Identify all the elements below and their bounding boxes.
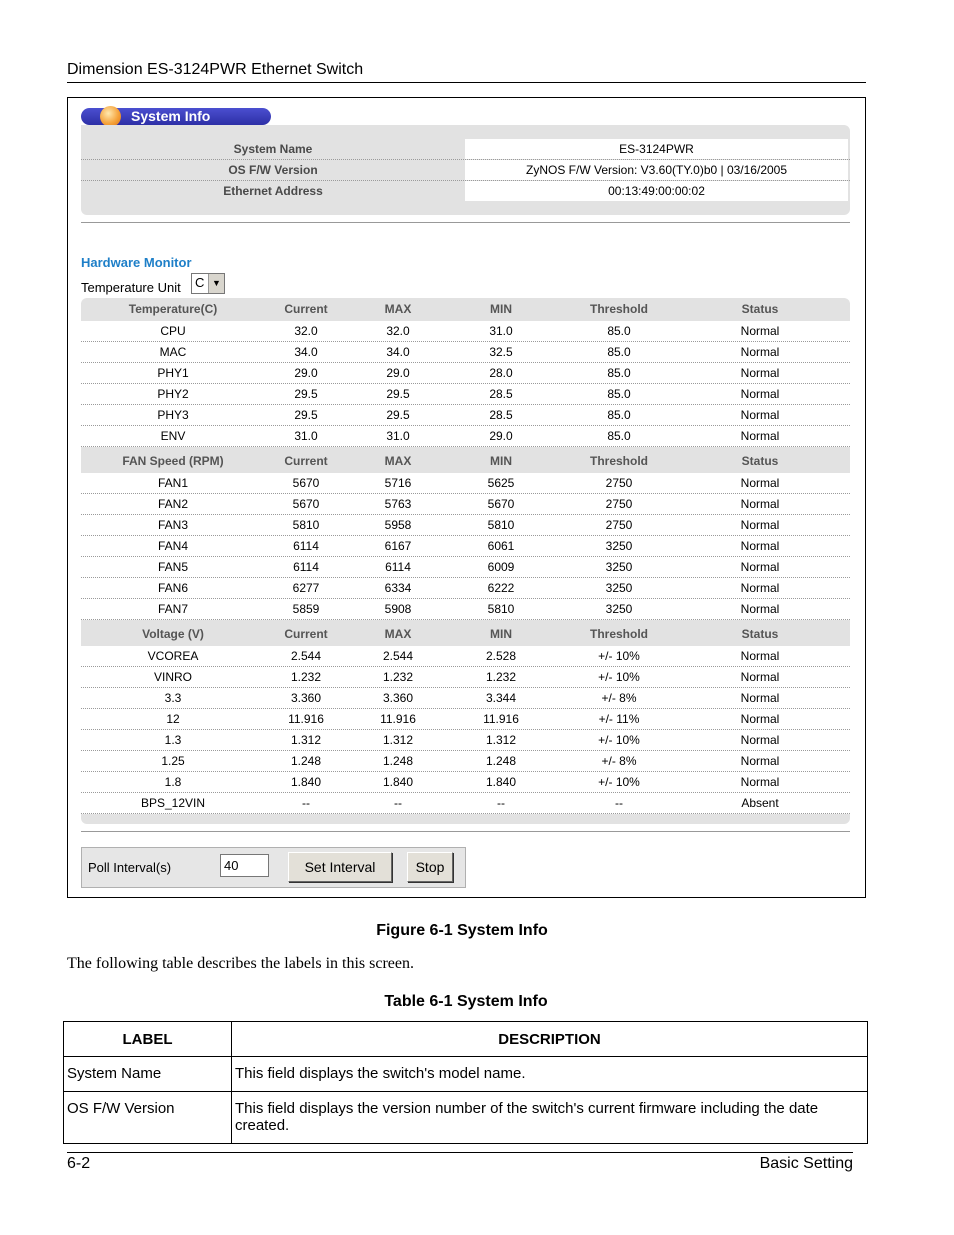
- sensor-row: [81, 709, 850, 730]
- max-value: 1.840: [382, 775, 414, 789]
- current-value: 1.840: [290, 775, 322, 789]
- sensor-row: [81, 494, 850, 515]
- min-value: 28.0: [489, 366, 513, 380]
- header-min: MIN: [490, 627, 512, 641]
- section-header-name: Temperature(C): [128, 302, 218, 316]
- table-cell-label: OS F/W Version: [64, 1092, 232, 1144]
- threshold-value: +/- 8%: [601, 754, 637, 768]
- current-value: 29.5: [294, 387, 318, 401]
- current-value: 34.0: [294, 345, 318, 359]
- sensor-row: [81, 751, 850, 772]
- sensor-row: [81, 426, 850, 447]
- max-value: 29.5: [386, 387, 410, 401]
- status-value: Normal: [740, 670, 780, 684]
- hardware-monitor-title: Hardware Monitor: [81, 255, 192, 270]
- max-value: 3.360: [382, 691, 414, 705]
- info-value: ES-3124PWR: [465, 139, 848, 159]
- sensor-name: 12: [166, 712, 180, 726]
- current-value: 5670: [292, 476, 320, 490]
- info-label: OS F/W Version: [228, 163, 318, 177]
- header-current: Current: [284, 627, 328, 641]
- max-value: 5908: [384, 602, 412, 616]
- min-value: 5670: [487, 497, 515, 511]
- max-value: 2.544: [382, 649, 414, 663]
- header-status: Status: [741, 302, 779, 316]
- status-value: Normal: [740, 733, 780, 747]
- min-value: 6222: [487, 581, 515, 595]
- threshold-value: 2750: [605, 518, 633, 532]
- sensor-row: [81, 688, 850, 709]
- section-header-name: Voltage (V): [142, 627, 204, 641]
- current-value: 6277: [292, 581, 320, 595]
- status-value: Normal: [740, 429, 780, 443]
- set-interval-button[interactable]: Set Interval: [288, 852, 392, 882]
- header-current: Current: [284, 302, 328, 316]
- threshold-value: +/- 10%: [598, 733, 640, 747]
- max-value: 31.0: [386, 429, 410, 443]
- threshold-value: 85.0: [607, 345, 631, 359]
- sensor-section-header: [81, 298, 850, 320]
- min-value: 5625: [487, 476, 515, 490]
- sensor-section-header: [81, 623, 850, 645]
- current-value: --: [302, 796, 310, 810]
- info-label: System Name: [233, 142, 313, 156]
- sensor-row: [81, 473, 850, 494]
- current-value: 11.916: [288, 712, 324, 726]
- threshold-value: +/- 10%: [598, 670, 640, 684]
- max-value: 5958: [384, 518, 412, 532]
- min-value: --: [497, 796, 505, 810]
- header-threshold: Threshold: [589, 627, 648, 641]
- sensor-row: [81, 793, 850, 814]
- current-value: 1.232: [290, 670, 322, 684]
- header-current: Current: [284, 454, 328, 468]
- current-value: 1.248: [290, 754, 322, 768]
- sensor-row: [81, 730, 850, 751]
- min-value: 2.528: [485, 649, 517, 663]
- sensor-name: FAN6: [157, 581, 188, 595]
- temperature-unit-label: Temperature Unit: [81, 280, 181, 295]
- max-value: 1.232: [382, 670, 414, 684]
- min-value: 29.0: [489, 429, 513, 443]
- table-caption: Table 6-1 System Info: [384, 993, 548, 1010]
- current-value: 5670: [292, 497, 320, 511]
- threshold-value: 85.0: [607, 387, 631, 401]
- table-row: [64, 1092, 868, 1144]
- threshold-value: 2750: [605, 476, 633, 490]
- section-divider: [81, 831, 850, 832]
- figure-caption: Figure 6-1 System Info: [376, 922, 548, 939]
- max-value: 29.5: [386, 408, 410, 422]
- info-row-ethernet-address: [81, 181, 850, 201]
- section-divider: [81, 222, 850, 223]
- current-value: 1.312: [290, 733, 322, 747]
- sensor-row: [81, 363, 850, 384]
- threshold-value: +/- 11%: [598, 712, 640, 726]
- threshold-value: 85.0: [607, 408, 631, 422]
- table-header-row: [64, 1022, 868, 1057]
- header-max: MAX: [384, 454, 412, 468]
- table-cell-description: This field displays the switch's model name.: [232, 1057, 868, 1092]
- threshold-value: +/- 10%: [598, 775, 640, 789]
- status-value: Normal: [740, 775, 780, 789]
- info-value: 00:13:49:00:00:02: [465, 181, 848, 201]
- sensor-row: [81, 557, 850, 578]
- status-value: Normal: [740, 712, 780, 726]
- sensor-name: FAN5: [157, 560, 188, 574]
- min-value: 6009: [487, 560, 515, 574]
- header-max: MAX: [384, 302, 412, 316]
- threshold-value: +/- 10%: [598, 649, 640, 663]
- sensor-row: [81, 405, 850, 426]
- status-value: Normal: [740, 408, 780, 422]
- status-value: Normal: [740, 387, 780, 401]
- threshold-value: 85.0: [607, 324, 631, 338]
- min-value: 28.5: [489, 408, 513, 422]
- status-value: Normal: [740, 602, 780, 616]
- max-value: 29.0: [386, 366, 410, 380]
- current-value: 5859: [292, 602, 320, 616]
- current-value: 5810: [292, 518, 320, 532]
- status-value: Normal: [740, 366, 780, 380]
- min-value: 28.5: [489, 387, 513, 401]
- page-number: 6-2: [67, 1155, 91, 1172]
- column-header-description: DESCRIPTION: [232, 1022, 868, 1057]
- max-value: --: [394, 796, 402, 810]
- poll-interval-input[interactable]: 40: [220, 854, 269, 877]
- sensor-name: 1.8: [164, 775, 182, 789]
- current-value: 31.0: [294, 429, 318, 443]
- min-value: 1.248: [485, 754, 517, 768]
- status-value: Normal: [740, 476, 780, 490]
- sensor-name: VCOREA: [147, 649, 199, 663]
- threshold-value: 3250: [605, 602, 633, 616]
- sensor-name: PHY3: [157, 408, 189, 422]
- system-info-screenshot-frame: [67, 97, 866, 898]
- sensor-row: [81, 384, 850, 405]
- min-value: 1.232: [485, 670, 517, 684]
- sensor-name: FAN2: [157, 497, 188, 511]
- sensor-name: 1.3: [164, 733, 182, 747]
- status-value: Normal: [740, 539, 780, 553]
- header-status: Status: [741, 454, 779, 468]
- current-value: 3.360: [290, 691, 322, 705]
- page-header: [67, 61, 866, 83]
- column-header-label: LABEL: [64, 1022, 232, 1057]
- stop-button[interactable]: Stop: [407, 852, 453, 882]
- current-value: 32.0: [294, 324, 318, 338]
- system-info-tab: [81, 108, 271, 125]
- poll-interval-label: Poll Interval(s): [88, 860, 172, 875]
- sensor-name: MAC: [159, 345, 187, 359]
- max-value: 6114: [385, 560, 411, 574]
- description-table: [63, 1021, 868, 1144]
- status-value: Normal: [740, 345, 780, 359]
- sensor-row: [81, 646, 850, 667]
- max-value: 6167: [384, 539, 412, 553]
- current-value: 2.544: [290, 649, 322, 663]
- sensor-row: [81, 321, 850, 342]
- sensor-row: [81, 342, 850, 363]
- status-value: Absent: [741, 796, 779, 810]
- current-value: 6114: [293, 539, 319, 553]
- current-value: 6114: [293, 560, 319, 574]
- threshold-value: --: [615, 796, 623, 810]
- body-paragraph: The following table describes the labels in this screen.: [67, 955, 415, 972]
- max-value: 5763: [384, 497, 412, 511]
- threshold-value: 85.0: [607, 366, 631, 380]
- max-value: 11.916: [380, 712, 416, 726]
- status-value: Normal: [740, 518, 780, 532]
- sensor-name: CPU: [160, 324, 186, 338]
- min-value: 5810: [487, 602, 515, 616]
- document-title: Dimension ES-3124PWR Ethernet Switch: [67, 61, 364, 78]
- info-value: ZyNOS F/W Version: V3.60(TY.0)b0 | 03/16/2005: [465, 160, 848, 180]
- sensor-row: [81, 515, 850, 536]
- temperature-unit-select[interactable]: [191, 273, 225, 294]
- header-min: MIN: [490, 302, 512, 316]
- header-threshold: Threshold: [589, 454, 648, 468]
- system-info-panel: [81, 125, 850, 215]
- page-footer: [67, 1152, 853, 1177]
- max-value: 32.0: [386, 324, 410, 338]
- chapter-name: Basic Setting: [759, 1155, 853, 1172]
- min-value: 11.916: [483, 712, 519, 726]
- status-value: Normal: [740, 691, 780, 705]
- sensor-name: FAN3: [157, 518, 188, 532]
- sensor-row: [81, 772, 850, 793]
- sensor-name: BPS_12VIN: [140, 796, 206, 810]
- header-min: MIN: [490, 454, 512, 468]
- max-value: 34.0: [386, 345, 410, 359]
- sensor-row: [81, 667, 850, 688]
- header-threshold: Threshold: [589, 302, 648, 316]
- status-value: Normal: [740, 581, 780, 595]
- poll-interval-box: [81, 847, 466, 888]
- status-value: Normal: [740, 754, 780, 768]
- sensor-name: FAN7: [157, 602, 188, 616]
- sensor-row: [81, 599, 850, 620]
- sensor-name: VINRO: [153, 670, 192, 684]
- sensor-name: FAN4: [157, 539, 188, 553]
- sensor-name: PHY1: [157, 366, 189, 380]
- status-value: Normal: [740, 497, 780, 511]
- min-value: 1.312: [485, 733, 517, 747]
- max-value: 1.312: [382, 733, 414, 747]
- dropdown-arrow-icon[interactable]: ▼: [208, 274, 224, 293]
- min-value: 32.5: [489, 345, 513, 359]
- hardware-monitor-panel: [81, 298, 850, 824]
- header-status: Status: [741, 627, 779, 641]
- sensor-name: 3.3: [164, 691, 182, 705]
- max-value: 6334: [384, 581, 412, 595]
- min-value: 5810: [487, 518, 515, 532]
- threshold-value: 3250: [605, 581, 633, 595]
- sensor-name: ENV: [160, 429, 186, 443]
- current-value: 29.0: [294, 366, 318, 380]
- threshold-value: +/- 8%: [601, 691, 637, 705]
- sensor-row: [81, 536, 850, 557]
- table-cell-label: System Name: [64, 1057, 232, 1092]
- orb-icon: [100, 106, 121, 127]
- status-value: Normal: [740, 560, 780, 574]
- max-value: 1.248: [382, 754, 414, 768]
- min-value: 1.840: [485, 775, 517, 789]
- info-row-system-name: [81, 139, 850, 160]
- current-value: 29.5: [294, 408, 318, 422]
- sensor-name: 1.25: [161, 754, 185, 768]
- header-max: MAX: [384, 627, 412, 641]
- min-value: 31.0: [489, 324, 513, 338]
- sensor-name: FAN1: [157, 476, 188, 490]
- info-label: Ethernet Address: [223, 184, 323, 198]
- section-header-name: FAN Speed (RPM): [122, 454, 224, 468]
- min-value: 6061: [487, 539, 515, 553]
- status-value: Normal: [740, 324, 780, 338]
- threshold-value: 2750: [605, 497, 633, 511]
- threshold-value: 3250: [605, 539, 633, 553]
- sensor-name: PHY2: [157, 387, 189, 401]
- system-info-tab-title: System Info: [131, 108, 211, 124]
- table-row: [64, 1057, 868, 1092]
- threshold-value: 3250: [605, 560, 633, 574]
- min-value: 3.344: [485, 691, 517, 705]
- sensor-section-header: [81, 450, 850, 472]
- table-cell-description: This field displays the version number of the switch's current firmware including the date created.: [232, 1092, 868, 1144]
- threshold-value: 85.0: [607, 429, 631, 443]
- temperature-unit-value: C: [195, 275, 205, 290]
- max-value: 5716: [384, 476, 412, 490]
- status-value: Normal: [740, 649, 780, 663]
- sensor-row: [81, 578, 850, 599]
- info-row-os-fw-version: [81, 160, 850, 181]
